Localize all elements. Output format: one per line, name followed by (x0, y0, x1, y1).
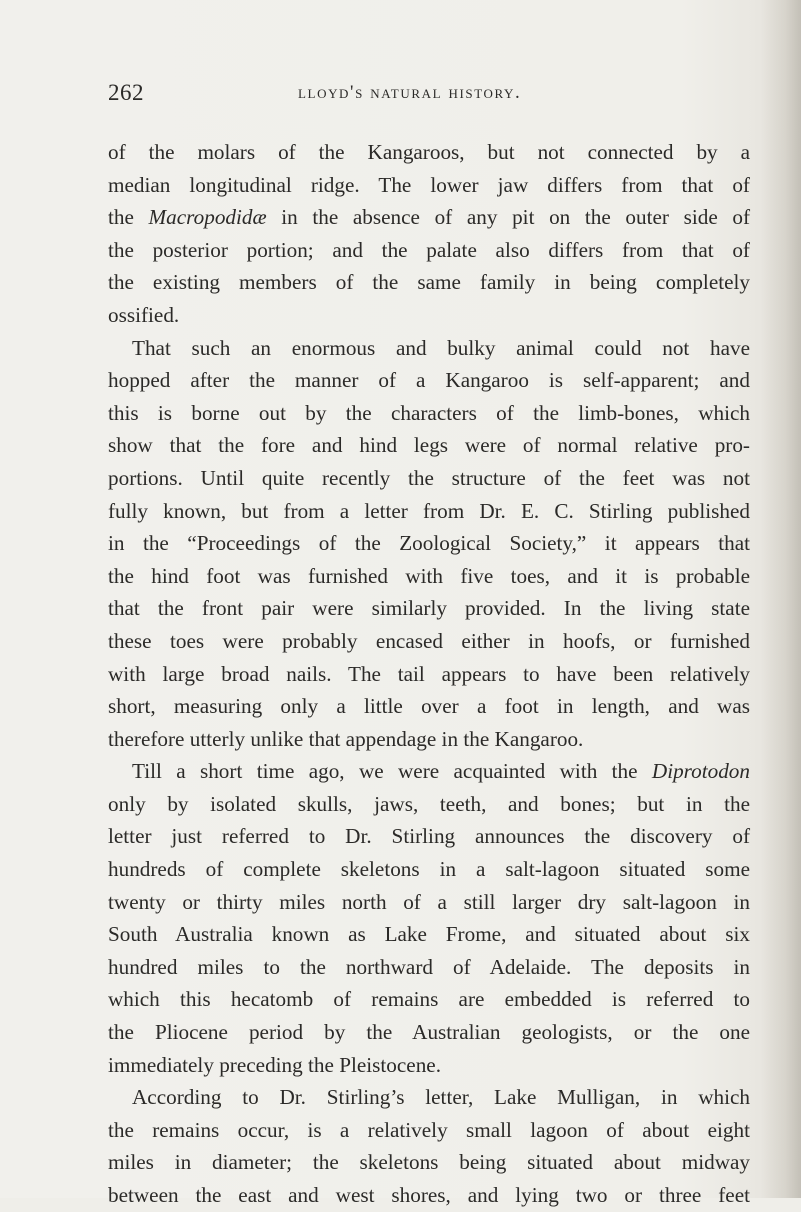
text-run: the remains occur, is a relatively small lagoon of about eight (108, 1117, 750, 1142)
text-run: the existing members of the same family in being completely (108, 270, 750, 295)
text-run: with large broad nails. The tail appears to have been relatively (108, 661, 750, 686)
text-line (108, 429, 750, 462)
text-run: therefore utterly unlike that appendage in the Kangaroo. (108, 726, 584, 751)
text-run: these toes were probably encased either in hoofs, or furnished (108, 628, 750, 653)
running-head (108, 80, 748, 112)
text-run: median longitudinal ridge. The lower jaw differs from that of (108, 172, 750, 197)
text-line (108, 592, 750, 625)
text-line (108, 983, 750, 1016)
text-run: That such an enormous and bulky animal could not have (132, 335, 750, 360)
text-run: immediately preceding the Pleistocene. (108, 1052, 441, 1077)
text-run: in the absence of any pit on the outer side of (266, 205, 751, 230)
text-line (108, 136, 750, 169)
text-line (108, 1179, 750, 1212)
text-line (108, 1016, 750, 1049)
text-line (108, 853, 750, 886)
text-run: fully known, but from a letter from Dr. E. C. Stirling published (108, 498, 750, 523)
text-run: short, measuring only a little over a foot in length, and was (108, 694, 750, 719)
text-run: letter just referred to Dr. Stirling announces the discovery of (108, 824, 750, 849)
text-run: the (108, 205, 149, 230)
text-line (108, 397, 750, 430)
text-line (108, 625, 750, 658)
text-run: only by isolated skulls, jaws, teeth, and bones; but in the (108, 791, 750, 816)
text-run: portions. Until quite recently the structure of the feet was not (108, 465, 750, 490)
text-run: that the front pair were similarly provided. In the living state (108, 596, 750, 621)
text-run: twenty or thirty miles north of a still larger dry salt-lagoon in (108, 889, 750, 914)
text-line (108, 234, 750, 267)
text-run: show that the fore and hind legs were of normal relative pro- (108, 433, 750, 458)
text-line (108, 788, 750, 821)
italic-term: Diprotodon (651, 759, 750, 784)
text-line (108, 755, 750, 788)
running-title: lloyd's natural history. (298, 82, 522, 103)
body-text (108, 136, 750, 1212)
text-run: the posterior portion; and the palate also differs from that of (108, 237, 750, 262)
italic-term: Macropodidæ (148, 205, 267, 230)
text-line (108, 364, 750, 397)
text-line (108, 723, 750, 756)
text-line (108, 918, 750, 951)
text-run: which this hecatomb of remains are embedded is referred to (108, 987, 750, 1012)
text-line (108, 1114, 750, 1147)
text-line (108, 1049, 750, 1082)
page-number: 262 (108, 80, 144, 105)
text-line (108, 299, 750, 332)
text-line (108, 332, 750, 365)
text-line (108, 266, 750, 299)
text-line (108, 527, 750, 560)
text-run: the hind foot was furnished with five toes, and it is probable (108, 563, 750, 588)
text-run: hundred miles to the northward of Adelaide. The deposits in (108, 954, 750, 979)
text-run: According to Dr. Stirling’s letter, Lake Mulligan, in which (132, 1085, 750, 1110)
page-edge-shadow (761, 0, 801, 1198)
text-run: the Pliocene period by the Australian geologists, or the one (108, 1020, 750, 1045)
text-line (108, 658, 750, 691)
text-run: South Australia known as Lake Frome, and situated about six (108, 922, 750, 947)
text-line (108, 1081, 750, 1114)
text-run: Till a short time ago, we were acquainted with the (132, 759, 652, 784)
text-run: of the molars of the Kangaroos, but not connected by a (108, 140, 750, 164)
text-run: miles in diameter; the skeletons being situated about midway (108, 1150, 750, 1175)
text-run: in the “Proceedings of the Zoological Society,” it appears that (108, 531, 750, 556)
text-line (108, 495, 750, 528)
text-line (108, 820, 750, 853)
text-line (108, 169, 750, 202)
text-run: this is borne out by the characters of the limb-bones, which (108, 400, 750, 425)
text-line (108, 886, 750, 919)
text-run: ossified. (108, 302, 180, 327)
text-run: between the east and west shores, and lying two or three feet (108, 1183, 750, 1207)
text-line (108, 690, 750, 723)
text-line (108, 201, 750, 234)
text-line (108, 560, 750, 593)
text-run: hopped after the manner of a Kangaroo is self-apparent; and (108, 368, 750, 393)
text-line (108, 951, 750, 984)
text-line (108, 462, 750, 495)
text-run: hundreds of complete skeletons in a salt-lagoon situated some (108, 857, 750, 882)
text-line (108, 1146, 750, 1179)
